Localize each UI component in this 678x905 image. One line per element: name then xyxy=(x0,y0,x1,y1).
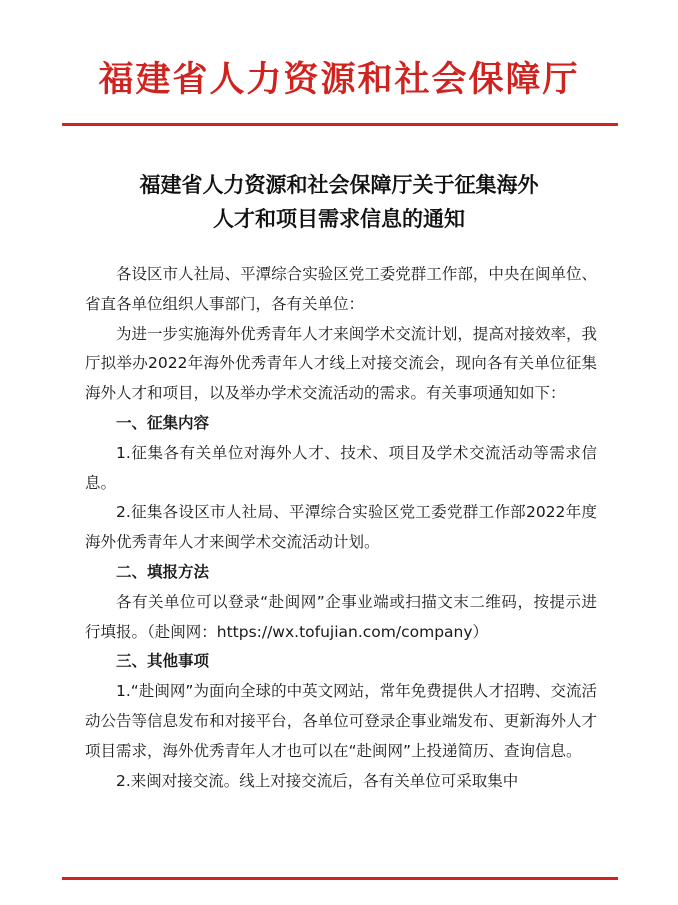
document-body xyxy=(85,260,597,796)
intro-paragraph: 为进一步实施海外优秀青年人才来闽学术交流计划，提高对接效率，我厅拟举办2022年海外优秀青年人才线上对接交流会，现向各有关单位征集海外人才和项目，以及举办学术交流活动的需求。有关事项通知如下： xyxy=(85,324,597,403)
footer-red-rule xyxy=(62,877,618,880)
title-line-1: 福建省人力资源和社会保障厅关于征集海外 xyxy=(139,173,539,197)
section-1-item-1: 1.征集各有关单位对海外人才、技术、项目及学术交流活动等需求信息。 xyxy=(85,443,597,492)
section-1-item-2: 2.征集各设区市人社局、平潭综合实验区党工委党群工作部2022年度海外优秀青年人才来闽学术交流活动计划。 xyxy=(85,503,597,552)
section-2-text: 各有关单位可以登录“赴闽网”企事业端或扫描文末二维码，按提示进行填报。（赴闽网：https://wx.tofujian.com/company） xyxy=(85,592,597,641)
section-3-item-1: 1.“赴闽网”为面向全球的中英文网站，常年免费提供人才招聘、交流活动公告等信息发布和对接平台，各单位可登录企事业端发布、更新海外人才项目需求，海外优秀青年人才也可以在“赴闽网”上投递简历、查询信息。 xyxy=(85,682,597,760)
masthead: 福建省人力资源和社会保障厅 xyxy=(98,59,580,100)
section-3-heading: 三、其他事项 xyxy=(116,652,210,671)
document-title xyxy=(70,168,608,236)
section-3-item-2: 2.来闽对接交流。线上对接交流后，各有关单位可采取集中 xyxy=(116,771,519,790)
salutation: 各设区市人社局、平潭综合实验区党工委党群工作部，中央在闽单位、省直各单位组织人事部门，各有关单位： xyxy=(85,265,597,313)
section-1-heading: 一、征集内容 xyxy=(116,413,210,432)
section-2-heading: 二、填报方法 xyxy=(116,562,210,581)
title-line-2: 人才和项目需求信息的通知 xyxy=(213,207,465,231)
header-red-rule xyxy=(62,123,618,126)
